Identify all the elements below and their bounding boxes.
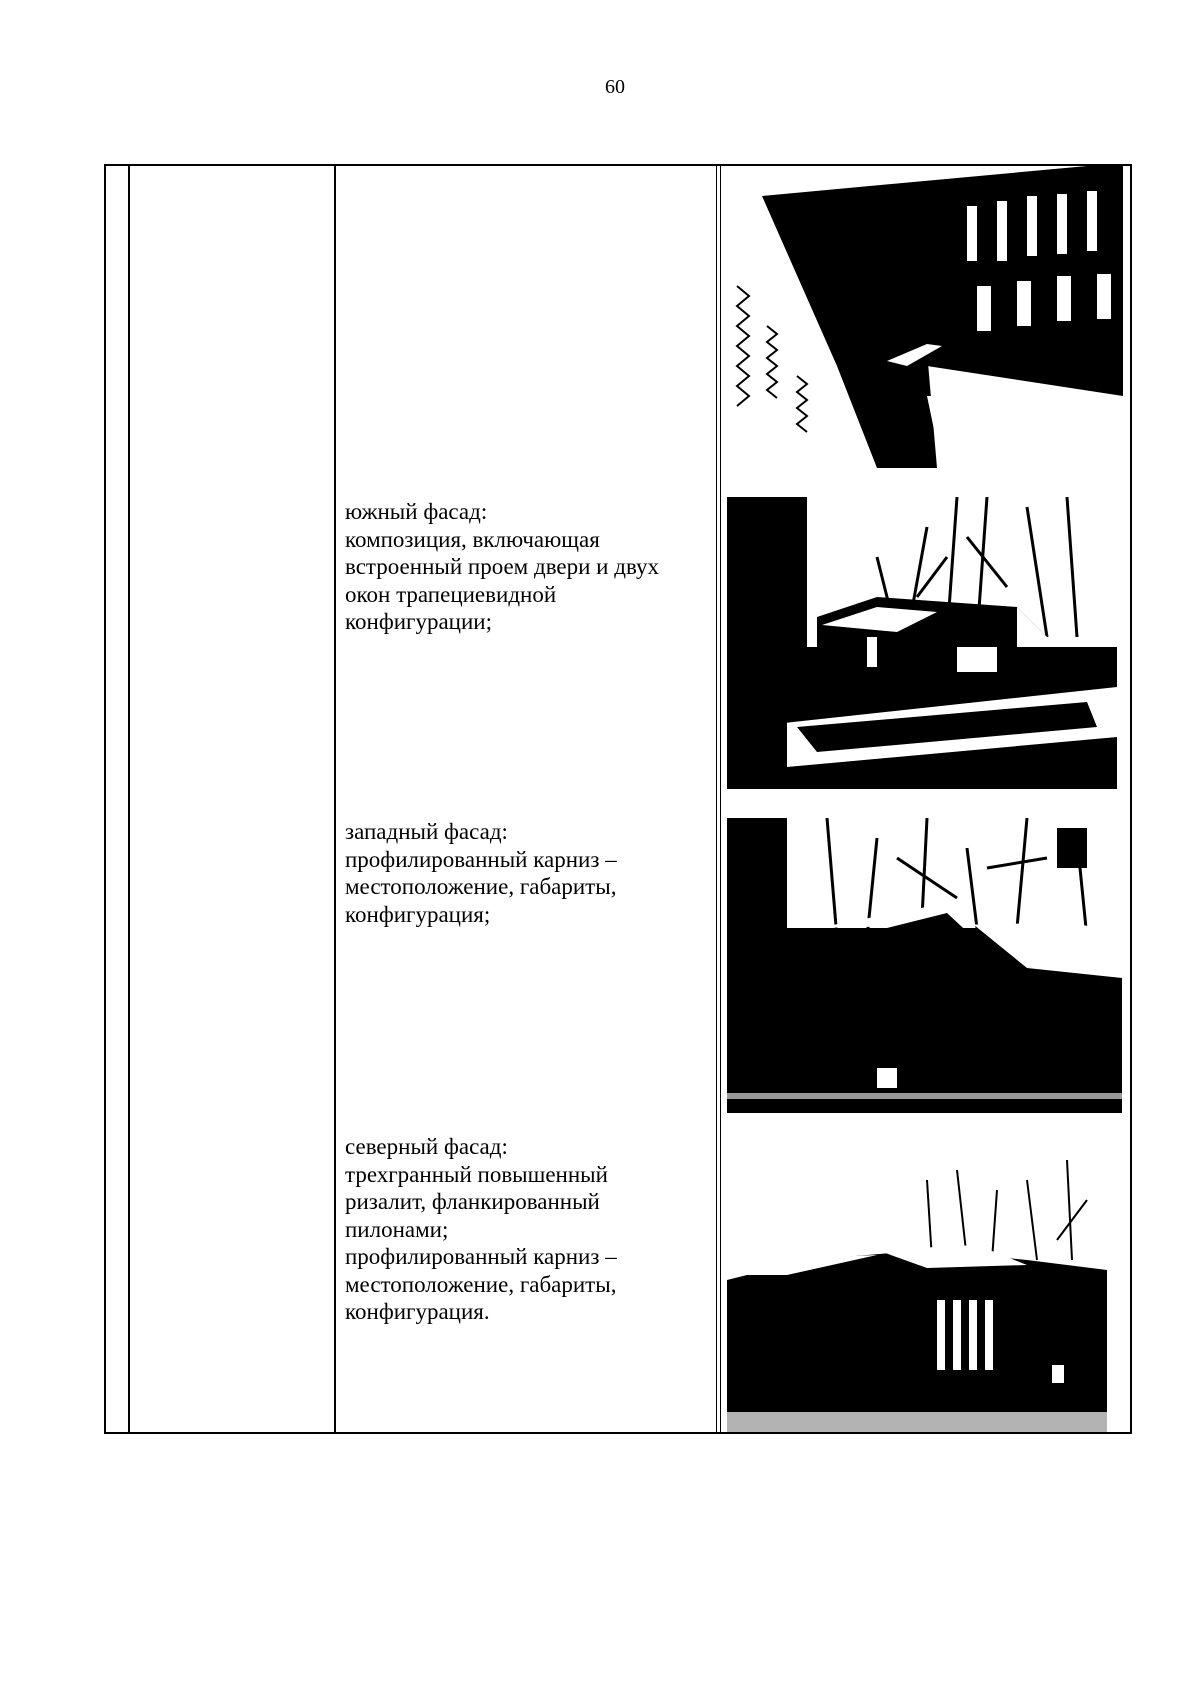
page-number: 60	[605, 76, 625, 98]
description-line: пилонами;	[345, 1216, 449, 1242]
west-facade-photo	[727, 818, 1122, 1113]
column-divider	[716, 166, 721, 1432]
description-line: конфигурации;	[345, 609, 492, 634]
west-facade-image	[727, 818, 1122, 1113]
south-facade-heading: южный фасад:	[345, 499, 488, 524]
south-facade-photo	[727, 497, 1117, 789]
description-line: трехгранный повышенный	[345, 1161, 608, 1187]
north-facade-description	[345, 1133, 705, 1326]
north-facade-photo	[727, 1150, 1107, 1432]
description-line: композиция, включающая	[345, 526, 600, 552]
description-line: конфигурация.	[345, 1299, 490, 1324]
description-line: местоположение, габариты,	[345, 1271, 617, 1297]
description-line: местоположение, габариты,	[345, 874, 617, 899]
description-line: окон трапециевидной	[345, 581, 557, 607]
description-line: конфигурация;	[345, 901, 491, 927]
column-divider	[128, 166, 130, 1432]
north-facade-heading: северный фасад:	[345, 1134, 508, 1159]
description-line: профилированный карниз –	[345, 1244, 617, 1269]
south-facade-image	[727, 497, 1117, 789]
north-facade-image	[727, 1150, 1107, 1432]
west-facade-description	[345, 818, 705, 928]
building-detail-image	[727, 166, 1123, 468]
description-line: ризалит, фланкированный	[345, 1189, 600, 1214]
west-facade-heading: западный фасад:	[345, 819, 508, 844]
description-line: встроенный проем двери и двух	[345, 554, 660, 579]
building-detail-photo	[727, 166, 1123, 468]
south-facade-description	[345, 498, 705, 636]
column-divider	[334, 166, 336, 1432]
description-line: профилированный карниз –	[345, 846, 617, 872]
